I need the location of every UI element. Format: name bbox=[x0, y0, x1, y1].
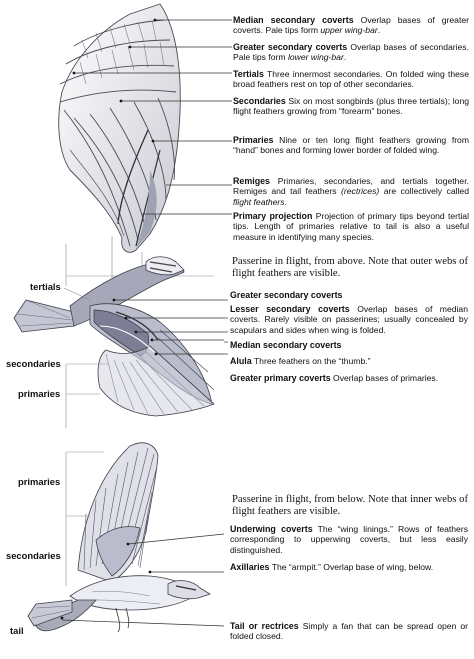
desc-underwing-coverts: The “wing linings.” Rows of feathers corresponding to upperwing coverts, but less easily distinguished. bbox=[230, 524, 468, 555]
bird-below-drawing bbox=[28, 443, 210, 632]
label-primaries-above: primaries bbox=[18, 388, 61, 399]
desc-greater-secondary-coverts: Overlap bases of secondaries. Pale tips form bbox=[233, 42, 469, 63]
note-primaries bbox=[233, 135, 469, 156]
term-median-secondary-coverts: Median secondary coverts bbox=[233, 15, 354, 25]
note-median-secondary-coverts bbox=[233, 15, 469, 36]
desc-secondaries: Six on most songbirds (plus three tertials); long flight feathers growing from “forearm” bones. bbox=[233, 96, 470, 117]
term-axillaries: Axillaries bbox=[230, 562, 270, 572]
term-primary-projection: Primary projection bbox=[233, 211, 313, 221]
term-underwing-coverts: Underwing coverts bbox=[230, 524, 313, 534]
label-tertials: tertials bbox=[30, 281, 61, 292]
folded-wing-drawing bbox=[59, 4, 214, 286]
note-greater-secondary-coverts bbox=[233, 42, 469, 63]
note-tail-rectrices bbox=[230, 621, 468, 642]
desc-axillaries: The “armpit.” Overlap base of wing, below. bbox=[271, 562, 434, 572]
caption-from-below: Passerine in flight, from below. Note that inner webs of flight feathers are visible. bbox=[232, 494, 468, 518]
term-median-secondary-coverts: Median secondary coverts bbox=[230, 340, 342, 350]
desc-tail-rectrices: Simply a fan that can be spread open or folded closed. bbox=[230, 621, 468, 642]
note-greater-secondary-coverts-above bbox=[230, 290, 468, 300]
desc-lesser-secondary-coverts: Overlap bases of median coverts. Rarely visible on passerines; usually concealed by scapulars and sides when wing is folded. bbox=[230, 304, 468, 335]
desc-remiges: Primaries, secondaries, and tertials together. Remiges and tail feathers bbox=[233, 176, 469, 197]
em-flight-feathers: flight feathers bbox=[233, 196, 285, 207]
term-remiges: Remiges bbox=[233, 176, 270, 186]
note-remiges bbox=[233, 176, 469, 207]
desc-primaries: Nine or ten long flight feathers growing from “hand” bones and forming lower border of folded wing. bbox=[233, 135, 470, 156]
note-underwing-coverts bbox=[230, 524, 468, 555]
note-tertials bbox=[233, 69, 469, 90]
term-lesser-secondary-coverts: Lesser secondary coverts bbox=[230, 304, 350, 314]
term-primaries: Primaries bbox=[233, 135, 274, 145]
desc-tertials: Three innermost secondaries. On folded wing these broad feathers rest on top of other secondaries. bbox=[233, 69, 470, 90]
term-tertials: Tertials bbox=[233, 69, 264, 79]
desc-median-secondary-coverts: Overlap bases of greater coverts. Pale tips form bbox=[233, 15, 469, 36]
note-secondaries bbox=[233, 96, 469, 117]
tail-period: . bbox=[284, 196, 287, 207]
note-lesser-secondary-coverts bbox=[230, 304, 468, 335]
note-greater-primary-coverts bbox=[230, 373, 468, 383]
label-tail: tail bbox=[10, 625, 24, 636]
tail-period: . bbox=[377, 25, 381, 36]
term-greater-primary-coverts: Greater primary coverts bbox=[230, 373, 331, 383]
term-greater-secondary-coverts: Greater secondary coverts bbox=[230, 290, 343, 300]
label-primaries-below: primaries bbox=[18, 476, 61, 487]
note-alula bbox=[230, 356, 468, 366]
desc-primary-projection: Projection of primary tips beyond tertial tips. Length of primaries relative to tail is also a useful measure in identifying many species. bbox=[233, 211, 469, 242]
note-axillaries bbox=[230, 562, 468, 572]
note-median-secondary-coverts-above bbox=[230, 340, 468, 350]
tail-period: . bbox=[343, 52, 347, 63]
desc-greater-primary-coverts: Overlap bases of primaries. bbox=[333, 373, 439, 383]
term-alula: Alula bbox=[230, 356, 252, 366]
note-primary-projection bbox=[233, 211, 469, 242]
label-secondaries-below: secondaries bbox=[6, 550, 61, 561]
label-secondaries-above: secondaries bbox=[6, 358, 61, 369]
em-lower-wing-bar: lower wing-bar bbox=[287, 52, 344, 63]
em-upper-wing-bar: upper wing-bar bbox=[320, 25, 378, 36]
em-rectrices: (rectrices) bbox=[341, 186, 380, 197]
desc-alula: Three feathers on the “thumb.” bbox=[253, 356, 371, 366]
caption-from-above: Passerine in flight, from above. Note that outer webs of flight feathers are visible. bbox=[232, 256, 468, 280]
term-tail-rectrices: Tail or rectrices bbox=[230, 621, 299, 631]
term-greater-secondary-coverts: Greater secondary coverts bbox=[233, 42, 348, 52]
desc-remiges-2: are collectively called bbox=[379, 186, 469, 197]
term-secondaries: Secondaries bbox=[233, 96, 286, 106]
